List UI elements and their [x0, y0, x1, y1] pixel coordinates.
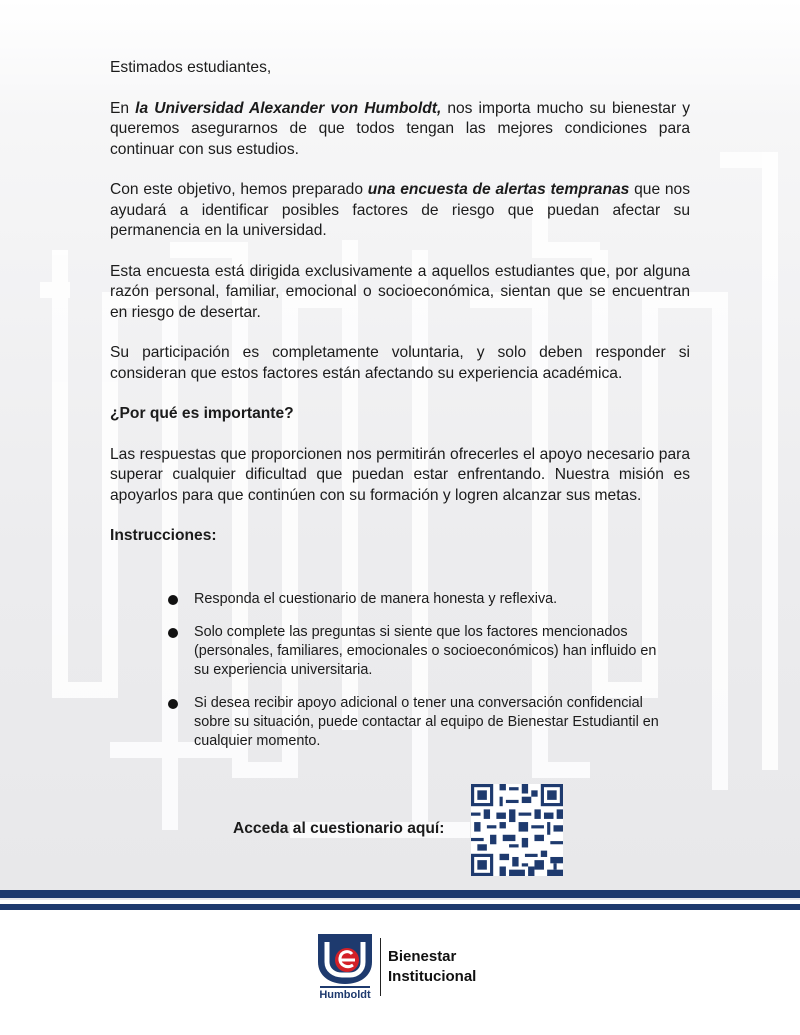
- paragraph-audience: Esta encuesta está dirigida exclusivamente a aquellos estudiantes que, por alguna razón personal, familiar, emocional o socioeconómica, sientan que se encuentran en riesgo de desertar.: [110, 262, 690, 321]
- bullet-icon: [168, 699, 178, 709]
- footer-line-2: Institucional: [388, 968, 477, 985]
- footer-line-1: Bienestar: [388, 948, 457, 965]
- heading-why-important: ¿Por qué es importante?: [110, 405, 294, 422]
- footer-band-top: [0, 890, 800, 898]
- list-item: [168, 694, 668, 751]
- instruction-text: Solo complete las preguntas si siente que los factores mencionados (personales, familiares, emocionales o socioeconómicos) han influido en su experiencia universitaria.: [194, 624, 657, 678]
- instructions-list: [168, 590, 668, 765]
- footer-department: [388, 947, 476, 987]
- qr-code-icon[interactable]: [471, 784, 563, 876]
- list-item: [168, 623, 668, 680]
- greeting: Estimados estudiantes,: [110, 59, 272, 76]
- p2-text-end: que nos ayudará a identificar posibles factores de riesgo que puedan afectar su permanencia en la universidad.: [110, 181, 690, 239]
- list-item: [168, 590, 668, 609]
- instruction-text: Si desea recibir apoyo adicional o tener una conversación confidencial sobre su situación, puede contactar al equipo de Bienestar Estudiantil en cualquier momento.: [194, 695, 659, 749]
- access-label: Acceda al cuestionario aquí:: [233, 820, 445, 837]
- p1-text-start: En: [110, 99, 136, 117]
- heading-instructions: Instrucciones:: [110, 527, 217, 544]
- letter-body: [110, 58, 690, 567]
- footer-band-bottom: [0, 904, 800, 910]
- survey-name: una encuesta de alertas tempranas: [367, 181, 630, 198]
- p1-text-end: nos importa mucho su bienestar y queremos asegurarnos de que todos tengan las mejores condiciones para continuar con sus estudios.: [110, 99, 690, 158]
- bullet-icon: [168, 595, 178, 605]
- paragraph-intro: [110, 99, 690, 161]
- paragraph-objective: [110, 180, 690, 242]
- university-logo-icon: [314, 932, 376, 1002]
- logo-wordmark: Humboldt: [319, 989, 371, 1001]
- footer-divider: [380, 938, 381, 996]
- p2-text-start: Con este objetivo, hemos preparado: [110, 181, 368, 198]
- bullet-icon: [168, 628, 178, 638]
- university-name: la Universidad Alexander von Humboldt,: [135, 99, 442, 117]
- paragraph-voluntary: Su participación es completamente voluntaria, y solo deben responder si consideran que estos factores están afectando su experiencia académica.: [110, 344, 690, 382]
- instruction-text: Responda el cuestionario de manera honesta y reflexiva.: [194, 591, 558, 607]
- paragraph-importance: Las respuestas que proporcionen nos permitirán ofrecerles el apoyo necesario para superar cualquier dificultad que puedan estar enfrentando. Nuestra misión es apoyarlos para que continúen con su formación y logren alcanzar sus metas.: [110, 445, 690, 504]
